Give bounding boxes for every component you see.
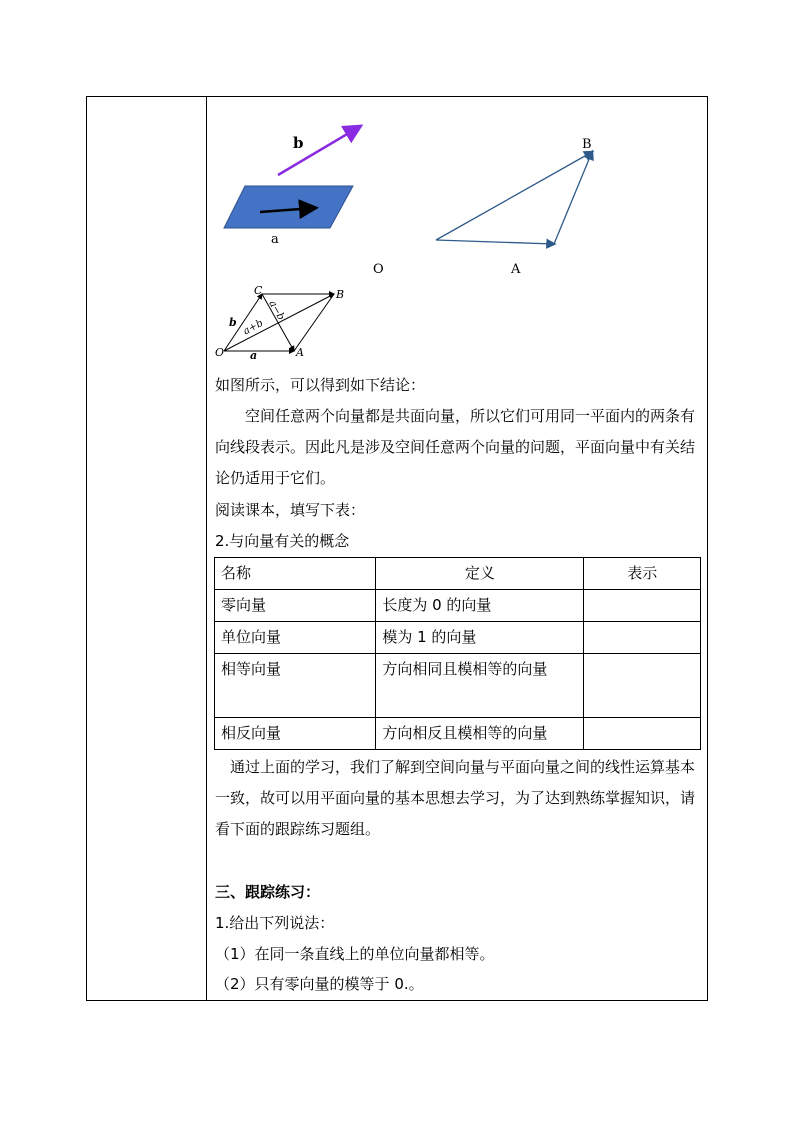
- table-row: [215, 654, 701, 718]
- para-c-label: C: [254, 284, 263, 297]
- vector-concept-table: [214, 557, 701, 750]
- column-divider: [206, 96, 207, 1001]
- table-row: [215, 590, 701, 622]
- summary-paragraph: 通过上面的学习，我们了解到空间向量与平面向量之间的线性运算基本一致，故可以用平面向量的基本思想去学习，为了达到熟练掌握知识，请看下面的跟踪练习题组。: [215, 758, 696, 838]
- vector-ab: [554, 152, 592, 244]
- header-definition: 定义: [376, 558, 584, 590]
- point-b-label: B: [582, 137, 592, 152]
- vector-b-arrow: [278, 127, 359, 175]
- cell-notation[interactable]: [584, 622, 701, 654]
- para-vec-a-label: a: [250, 349, 258, 362]
- table-header-row: [215, 558, 701, 590]
- read-instruction: 阅读课本，填写下表：: [215, 501, 366, 519]
- cell-name: 零向量: [215, 590, 376, 622]
- para-b-label: B: [336, 288, 345, 301]
- section-3-title: 三、跟踪练习：: [215, 883, 321, 901]
- table-row: [215, 622, 701, 654]
- point-a-label: A: [511, 262, 521, 277]
- exercise-1-item-1: （1）在同一条直线上的单位向量都相等。: [215, 945, 495, 963]
- cell-notation[interactable]: [584, 654, 701, 718]
- plane-shape: [224, 186, 353, 228]
- cell-name: 单位向量: [215, 622, 376, 654]
- cell-definition: 长度为 0 的向量: [376, 590, 584, 622]
- cell-definition: 方向相反且模相等的向量: [376, 718, 584, 750]
- section-2-title: 2.与向量有关的概念: [215, 532, 350, 550]
- para-a-label: A: [296, 346, 304, 359]
- para-vec-b-label: b: [229, 316, 237, 329]
- vector-ob: [436, 152, 592, 240]
- cell-name: 相等向量: [215, 654, 376, 718]
- cell-notation[interactable]: [584, 590, 701, 622]
- para-o-label: O: [215, 346, 225, 359]
- para-diff-label: a−b: [266, 298, 287, 323]
- exercise-1-title: 1.给出下列说法：: [215, 914, 335, 932]
- figure-triangle-oab: [430, 140, 605, 255]
- exercise-1-item-2: （2）只有零向量的模等于 0.。: [215, 975, 424, 993]
- conclusion-intro: 如图所示，可以得到如下结论：: [215, 376, 426, 394]
- cell-definition: 方向相同且模相等的向量: [376, 654, 584, 718]
- vector-b-label: b: [293, 134, 304, 152]
- header-name: 名称: [215, 558, 376, 590]
- point-o-label: O: [373, 262, 384, 277]
- table-row: [215, 718, 701, 750]
- figure-plane-vectors: [215, 118, 365, 248]
- conclusion-body: 空间任意两个向量都是共面向量，所以它们可用同一平面内的两条有向线段表示。因此凡是涉及空间任意两个向量的问题，平面向量中有关结论仍适用于它们。: [215, 407, 696, 487]
- cell-definition: 模为 1 的向量: [376, 622, 584, 654]
- vector-oa: [436, 240, 554, 244]
- para-sum-label: a+b: [241, 317, 266, 338]
- header-notation: 表示: [584, 558, 701, 590]
- vector-a-label: a: [271, 232, 279, 247]
- cell-notation[interactable]: [584, 718, 701, 750]
- cell-name: 相反向量: [215, 718, 376, 750]
